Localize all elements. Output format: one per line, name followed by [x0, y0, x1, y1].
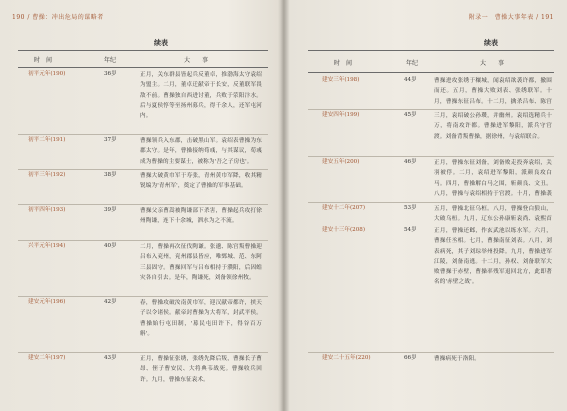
row-time: 建安三年(198) — [322, 77, 360, 83]
row-divider — [18, 240, 268, 241]
row-age: 46岁 — [404, 159, 417, 165]
running-head-left: 190 / 曹操：冲出危局的谋略者 — [12, 14, 104, 21]
row-time: 兴平元年(194) — [28, 243, 66, 249]
continued-label: 续表 — [154, 38, 168, 47]
table-head-rule — [308, 72, 554, 73]
row-age: 66岁 — [404, 355, 417, 361]
row-time: 建安十三年(208) — [322, 227, 366, 233]
header-age: 年纪 — [104, 57, 117, 64]
row-time: 初平四年(193) — [28, 207, 66, 213]
row-divider — [308, 109, 554, 110]
right-page — [294, 0, 558, 411]
row-time: 建安元年(196) — [28, 299, 66, 305]
row-age: 38岁 — [104, 172, 117, 178]
header-event: 大 事 — [480, 60, 505, 67]
row-age: 42岁 — [104, 299, 117, 305]
row-time: 初平三年(192) — [28, 172, 66, 178]
row-divider — [18, 134, 268, 135]
row-event: 正月，曹操还邺，作玄武池以练水军。六月，曹操任丞相。七月，曹操南征刘表。八月，刘表病死，其子刘琮举州投降。九月，曹操进军江陵，刘备南逃。十二月，孙权、刘备联军大败曹操于赤壁，曹操率残军退回北方，此即著名的'赤壁之战'。 — [434, 228, 552, 286]
row-event: 曹操病死于洛阳。 — [434, 356, 480, 362]
row-event: 春，曹操攻破汝南黄巾军，迎汉献帝都许，挟天子以令诸侯。献帝封曹操为大将军，封武平侯。曹操始行屯田制，'募民屯田许下，得谷百万斛'。 — [140, 300, 262, 337]
header-event: 大 事 — [184, 57, 209, 64]
row-divider — [18, 352, 268, 353]
row-time: 建安十二年(207) — [322, 205, 366, 211]
row-time: 建安二年(197) — [28, 355, 66, 361]
row-time: 初平元年(190) — [28, 71, 66, 77]
row-event: 曹操领兵入东郡，击破黑山军。袁绍表曹操为东郡太守。是年，曹操接纳荀彧，与其谋议，荀彧成为曹操的主要谋士，被称为'吾之子房也'。 — [140, 138, 262, 165]
row-age: 36岁 — [104, 71, 117, 77]
row-age: 44岁 — [404, 77, 417, 83]
row-time: 建安五年(200) — [322, 159, 360, 165]
table-top-rule — [18, 50, 268, 51]
row-divider — [308, 352, 554, 353]
row-event: 曹操大破黄巾军于寿张，青州黄巾军降，收其精锐编为'青州军'，奠定了曹操的军事基础。 — [140, 173, 262, 190]
header-time: 时 间 — [334, 60, 353, 67]
header-age: 年纪 — [406, 60, 419, 67]
row-divider — [308, 156, 554, 157]
row-event: 二月，曹操再次征伐陶谦。张邈、陈宫叛曹操迎吕布入兖州，兖州郡县皆应，唯鄄城、范、东阿三县固守。曹操回军与吕布相持于濮阳，后因蝗灾各自引去。是年，陶谦死，刘备领徐州牧。 — [140, 244, 262, 281]
continued-label: 续表 — [484, 38, 498, 47]
row-time: 初平二年(191) — [28, 137, 66, 143]
row-event: 五月，曹操北征乌桓。八月，曹操登白狼山，大破乌桓。九月，辽东公孙康斩袁尚、袁熙首 — [434, 206, 552, 223]
left-page — [8, 0, 276, 411]
row-event: 曹操父亲曹嵩被陶谦部下杀害，曹操起兵攻打徐州陶谦，连下十余城，泗水为之不流。 — [140, 208, 262, 225]
row-event: 曹操进攻张绣于穰城，闻袁绍欲袭许都，撤围而还。五月，曹操大败刘表、张绣联军。十月，曹操东征吕布。十二月，擒杀吕布、陈宫 — [434, 78, 552, 105]
row-age: 43岁 — [104, 355, 117, 361]
row-time: 建安二十五年(220) — [322, 355, 371, 361]
row-age: 39岁 — [104, 207, 117, 213]
running-head-right: 附录一 曹操大事年表 / 191 — [468, 14, 554, 21]
book-gutter — [278, 0, 290, 411]
row-time: 建安四年(199) — [322, 112, 360, 118]
row-age: 54岁 — [404, 227, 417, 233]
row-divider — [18, 169, 268, 170]
row-event: 正月，曹操征张绣，张绣先降后叛，曹操长子曹昂、侄子曹安民、大将典韦战死。曹操收兵回许。九月，曹操东征袁术。 — [140, 356, 262, 383]
table-top-rule — [308, 50, 554, 51]
row-age: 40岁 — [104, 243, 117, 249]
row-age: 53岁 — [404, 205, 417, 211]
row-divider — [18, 204, 268, 205]
row-event: 正月，关东群县皆起兵反董卓，推渤海太守袁绍为盟主。二月，董卓迁献帝于长安，反董联军畏敌不前。曹操独自西进讨董，兵败于荥阳汴水。后与夏侯惇等至扬州募兵，得千余人，还军屯河内。 — [140, 72, 262, 120]
table-head-rule — [18, 67, 268, 68]
header-time: 时 间 — [34, 57, 53, 64]
row-event: 正月，曹操东征刘备，刘备败走投奔袁绍，关羽被俘。二月，袁绍进军黎阳，派颜良攻白马。四月，曹操解白马之围，斩颜良、文丑。八月，曹操与袁绍相持于官渡。十月，曹操袭 — [434, 160, 552, 197]
row-age: 37岁 — [104, 137, 117, 143]
row-event: 三月，袁绍破公孙瓒，并幽州。袁绍选精兵十万，将南攻许都。曹操进军黎阳，派兵守官渡。刘备背叛曹操，据徐州，与袁绍联合。 — [434, 113, 552, 140]
row-divider — [18, 296, 268, 297]
row-divider — [308, 202, 554, 203]
row-age: 45岁 — [404, 112, 417, 118]
